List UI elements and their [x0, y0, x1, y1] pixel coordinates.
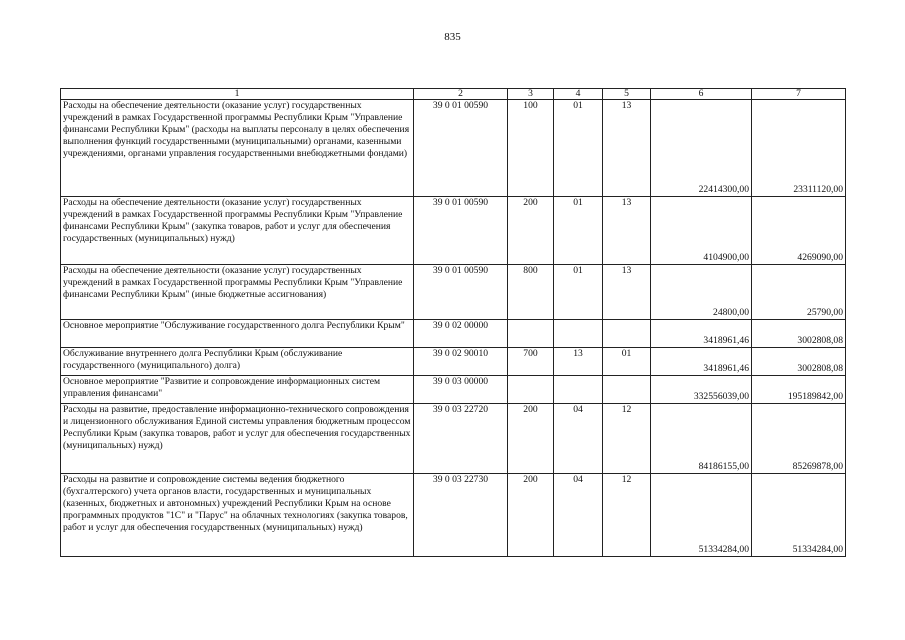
row-col4: [554, 320, 603, 348]
row-amount-6: 84186155,00: [651, 404, 752, 474]
row-col3: 800: [508, 265, 554, 320]
row-col3: 200: [508, 197, 554, 265]
budget-table: [60, 88, 846, 557]
row-col3: 200: [508, 404, 554, 474]
row-col5: 12: [603, 474, 651, 557]
row-amount-7: 23311120,00: [752, 100, 846, 197]
header-cell: 1: [61, 89, 414, 100]
row-col4: [554, 376, 603, 404]
row-description: Обслуживание внутреннего долга Республики Крым (обслуживание государственного (муниципального) долга): [61, 348, 414, 376]
header-cell: 3: [508, 89, 554, 100]
header-cell: 7: [752, 89, 846, 100]
row-amount-6: 24800,00: [651, 265, 752, 320]
row-amount-7: 25790,00: [752, 265, 846, 320]
row-col3: 700: [508, 348, 554, 376]
row-amount-7: 3002808,08: [752, 320, 846, 348]
row-col4: 04: [554, 404, 603, 474]
row-code: 39 0 01 00590: [414, 197, 508, 265]
table-row: [61, 348, 846, 376]
row-col4: 13: [554, 348, 603, 376]
table-row: [61, 265, 846, 320]
table-row: [61, 474, 846, 557]
page-number: 835: [444, 31, 461, 43]
row-description: Расходы на обеспечение деятельности (оказание услуг) государственных учреждений в рамках Государственной программы Республики Крым "Управление финансами Республики Крым" (расходы на выплаты персоналу в целях обеспечения выполнения функций государственными (муниципальными) органами, казенными учреждениями, органами управления государственными внебюджетными фондами): [61, 100, 414, 197]
row-description: Расходы на развитие, предоставление информационно-технического сопровождения и лицензионного обслуживания Единой системы управления бюджетным процессом Республики Крым (закупка товаров, работ и услуг для обеспечения государственных (муниципальных) нужд): [61, 404, 414, 474]
header-row: [61, 89, 846, 100]
row-description: Основное мероприятие "Обслуживание государственного долга Республики Крым": [61, 320, 414, 348]
row-col3: 100: [508, 100, 554, 197]
row-amount-6: 332556039,00: [651, 376, 752, 404]
row-col4: 01: [554, 100, 603, 197]
row-col5: 01: [603, 348, 651, 376]
row-col4: 01: [554, 197, 603, 265]
row-code: 39 0 01 00590: [414, 265, 508, 320]
row-description: Расходы на развитие и сопровождение системы ведения бюджетного (бухгалтерского) учета органов власти, государственных и муниципальных (казенных, бюджетных и автономных) учреждений Республики Крым на основе программных продуктов "1С" и "Парус" на облачных технологиях (закупка товаров, работ и услуг для обеспечения государственных (муниципальных) нужд): [61, 474, 414, 557]
header-cell: 5: [603, 89, 651, 100]
row-amount-6: 4104900,00: [651, 197, 752, 265]
row-amount-6: 3418961,46: [651, 320, 752, 348]
row-col5: 12: [603, 404, 651, 474]
row-col5: 13: [603, 265, 651, 320]
row-col4: 04: [554, 474, 603, 557]
row-description: Основное мероприятие "Развитие и сопровождение информационных систем управления финансами": [61, 376, 414, 404]
row-col5: [603, 376, 651, 404]
row-code: 39 0 03 22720: [414, 404, 508, 474]
table-row: [61, 320, 846, 348]
table-row: [61, 197, 846, 265]
row-amount-6: 51334284,00: [651, 474, 752, 557]
row-description: Расходы на обеспечение деятельности (оказание услуг) государственных учреждений в рамках Государственной программы Республики Крым "Управление финансами Республики Крым" (закупка товаров, работ и услуг для обеспечения государственных (муниципальных) нужд): [61, 197, 414, 265]
header-cell: 6: [651, 89, 752, 100]
row-description: Расходы на обеспечение деятельности (оказание услуг) государственных учреждений в рамках Государственной программы Республики Крым "Управление финансами Республики Крым" (иные бюджетные ассигнования): [61, 265, 414, 320]
row-col5: [603, 320, 651, 348]
table-row: [61, 100, 846, 197]
row-col5: 13: [603, 197, 651, 265]
row-col3: [508, 376, 554, 404]
row-amount-7: 3002808,08: [752, 348, 846, 376]
row-code: 39 0 03 22730: [414, 474, 508, 557]
row-col3: 200: [508, 474, 554, 557]
row-amount-6: 22414300,00: [651, 100, 752, 197]
header-cell: 4: [554, 89, 603, 100]
row-code: 39 0 03 00000: [414, 376, 508, 404]
table-row: [61, 376, 846, 404]
row-amount-7: 4269090,00: [752, 197, 846, 265]
row-code: 39 0 01 00590: [414, 100, 508, 197]
row-amount-7: 195189842,00: [752, 376, 846, 404]
row-col3: [508, 320, 554, 348]
table-row: [61, 404, 846, 474]
row-col5: 13: [603, 100, 651, 197]
row-code: 39 0 02 00000: [414, 320, 508, 348]
header-cell: 2: [414, 89, 508, 100]
row-amount-7: 51334284,00: [752, 474, 846, 557]
row-amount-7: 85269878,00: [752, 404, 846, 474]
row-col4: 01: [554, 265, 603, 320]
row-code: 39 0 02 90010: [414, 348, 508, 376]
row-amount-6: 3418961,46: [651, 348, 752, 376]
